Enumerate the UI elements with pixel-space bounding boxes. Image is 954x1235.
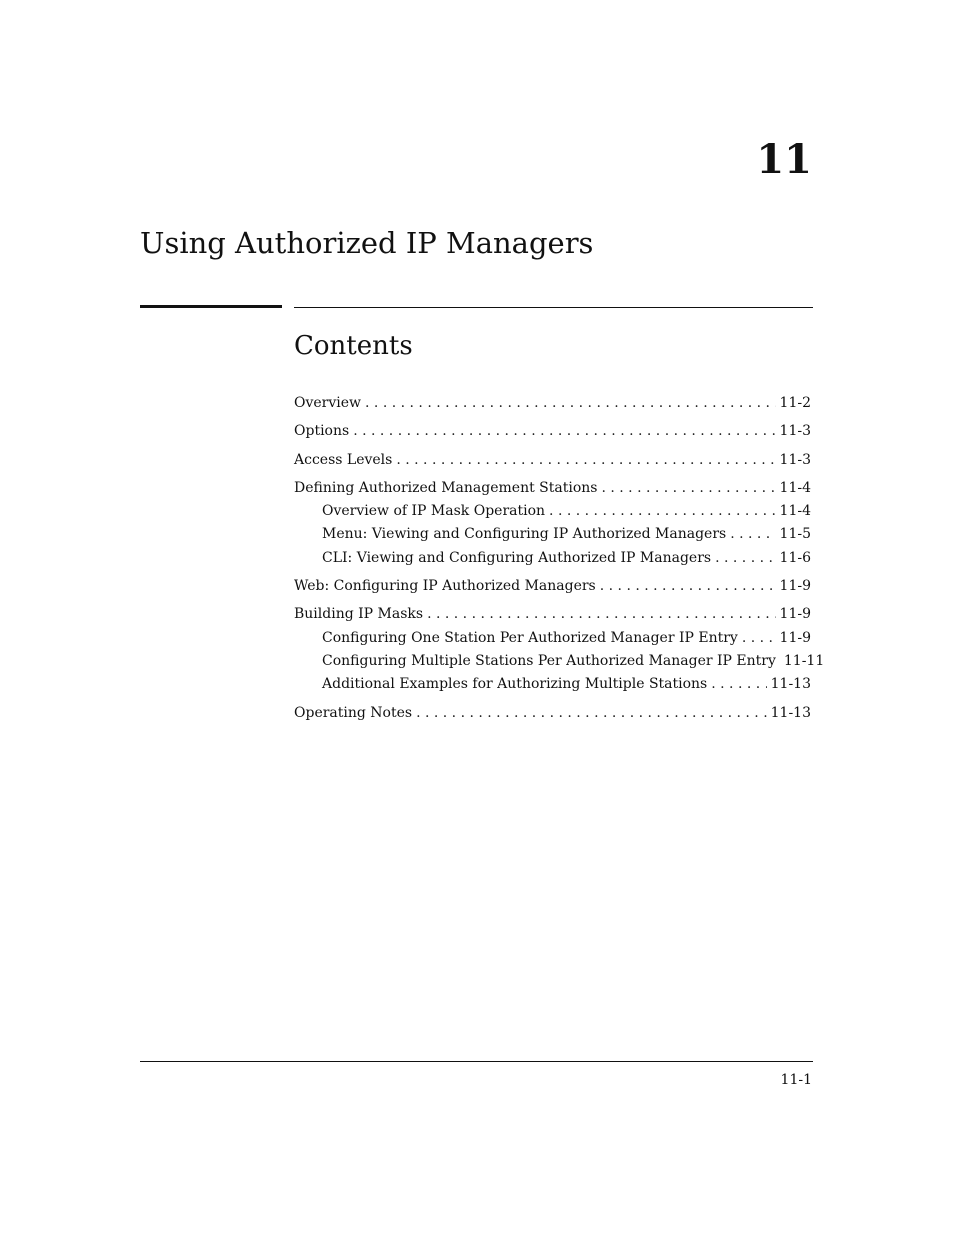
toc-entry[interactable]	[294, 650, 825, 673]
toc-entry-page: 11-3	[779, 423, 811, 440]
toc-entry-page: 11-4	[779, 479, 811, 496]
toc-entry-page: 11-3	[779, 451, 811, 468]
table-of-contents	[294, 392, 825, 725]
toc-entry-page: 11-13	[770, 704, 811, 721]
toc-entry-title: Configuring One Station Per Authorized Manager IP Entry	[322, 629, 738, 646]
toc-entry[interactable]	[294, 627, 811, 650]
toc-entry[interactable]	[294, 500, 811, 523]
toc-entry-page: 11-5	[779, 526, 811, 543]
toc-dot-leader	[396, 449, 775, 472]
toc-dot-leader	[715, 547, 775, 570]
toc-entry[interactable]	[294, 575, 811, 598]
toc-entry-title: Menu: Viewing and Configuring IP Authorized Managers	[322, 526, 727, 543]
page-number: 11-1	[780, 1072, 812, 1088]
toc-entry[interactable]	[294, 603, 811, 626]
chapter-number: 11	[756, 136, 812, 183]
toc-entry-title: Overview	[294, 395, 362, 411]
toc-dot-leader	[427, 603, 775, 626]
toc-entry[interactable]	[294, 420, 811, 443]
toc-entry-title: Options	[294, 423, 350, 440]
toc-entry-title: Defining Authorized Management Stations	[294, 479, 598, 496]
toc-entry-title: Additional Examples for Authorizing Multiple Stations	[322, 676, 708, 693]
toc-entry[interactable]	[294, 547, 811, 570]
toc-entry-title: Building IP Masks	[294, 606, 424, 623]
toc-entry[interactable]	[294, 392, 811, 415]
toc-dot-leader	[742, 627, 776, 650]
footer-rule	[140, 1061, 813, 1062]
toc-entry-title: Overview of IP Mask Operation	[322, 503, 546, 520]
toc-entry-title: Web: Configuring IP Authorized Managers	[294, 578, 596, 595]
toc-entry[interactable]	[294, 673, 811, 696]
toc-dot-leader	[601, 477, 775, 500]
toc-entry-page: 11-11	[783, 652, 825, 669]
title-rule-thick	[140, 305, 282, 308]
toc-dot-leader	[416, 702, 767, 725]
toc-entry-page: 11-2	[779, 395, 811, 411]
toc-entry[interactable]	[294, 477, 811, 500]
title-rule-thin	[294, 307, 813, 308]
toc-entry-title: Access Levels	[294, 451, 393, 468]
toc-entry-page: 11-9	[779, 629, 811, 646]
toc-dot-leader	[549, 500, 776, 523]
toc-entry-title: CLI: Viewing and Configuring Authorized IP Managers	[322, 549, 712, 566]
toc-dot-leader	[730, 523, 775, 546]
toc-entry[interactable]	[294, 702, 811, 725]
toc-dot-leader	[365, 392, 776, 415]
toc-entry-page: 11-6	[779, 549, 811, 566]
toc-dot-leader	[353, 420, 775, 443]
toc-dot-leader	[600, 575, 776, 598]
contents-heading: Contents	[294, 331, 413, 361]
toc-entry-page: 11-9	[779, 606, 811, 623]
toc-dot-leader	[711, 673, 766, 696]
chapter-title: Using Authorized IP Managers	[140, 226, 594, 260]
toc-entry[interactable]	[294, 449, 811, 472]
toc-entry-page: 11-4	[779, 503, 811, 520]
toc-entry-title: Configuring Multiple Stations Per Authorized Manager IP Entry	[322, 652, 776, 669]
toc-entry[interactable]	[294, 523, 811, 546]
toc-entry-page: 11-13	[770, 676, 811, 693]
toc-entry-title: Operating Notes	[294, 704, 413, 721]
toc-entry-page: 11-9	[779, 578, 811, 595]
